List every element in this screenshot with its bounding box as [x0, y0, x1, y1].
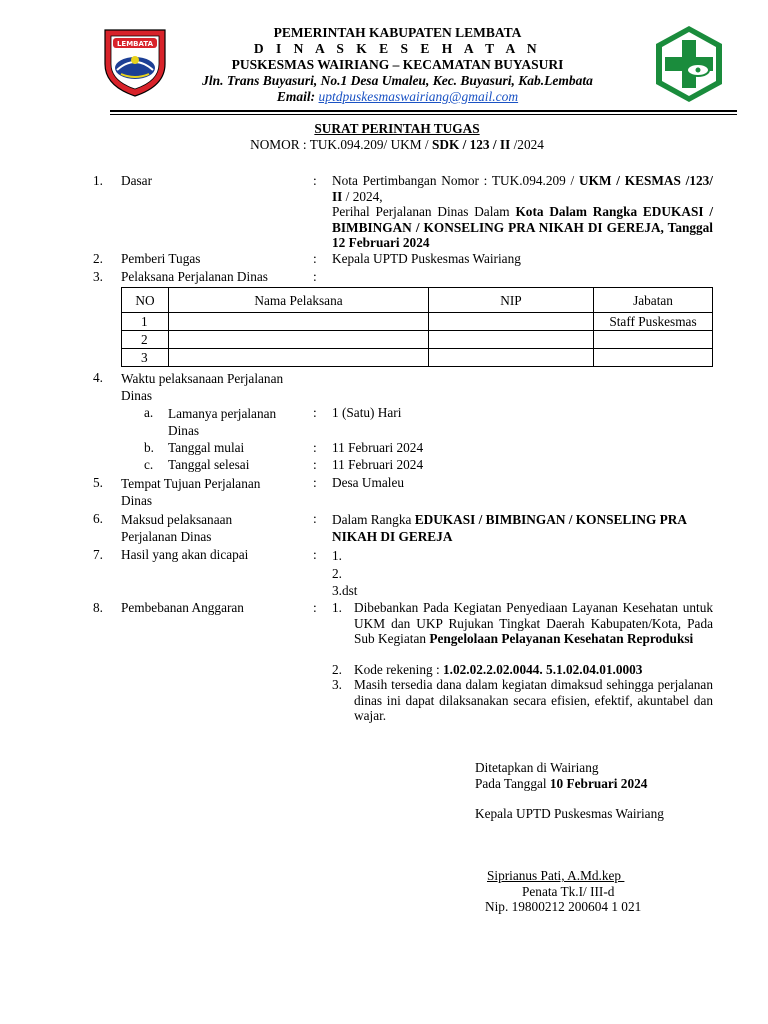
item-4-number: 4. — [93, 370, 103, 385]
table-cell-no: 1 — [122, 313, 169, 331]
table-header-no: NO — [122, 288, 169, 313]
letterhead-government: PEMERINTAH KABUPATEN LEMBATA — [273, 25, 522, 40]
item-1-basis-a: Nota Pertimbangan Nomor : TUK.094.209 / UKM / KESMAS /123/ II / 2024, — [332, 173, 713, 204]
item-4a-label: Lamanya perjalanan Dinas — [168, 406, 277, 438]
result-line: 2. — [332, 565, 342, 581]
email-label: Email: — [276, 89, 316, 104]
item-4a-letter: a. — [144, 405, 154, 420]
item-1-label: Dasar — [121, 173, 153, 188]
item-5-number: 5. — [93, 475, 103, 490]
item-2-colon: : — [313, 251, 317, 266]
table-header-position: Jabatan — [594, 288, 713, 313]
item-5-value: Desa Umaleu — [332, 475, 404, 490]
letterhead-email-line — [140, 89, 655, 105]
table-header-nip: NIP — [429, 288, 594, 313]
letterhead-agency: D I N A S K E S E H A T A N — [253, 41, 542, 56]
table-header-row — [122, 288, 713, 313]
signature-place: Ditetapkan di Wairiang — [475, 760, 599, 775]
item-3-number: 3. — [93, 269, 103, 284]
table-cell-position — [594, 349, 713, 367]
budget-point-2-number: 2. — [332, 662, 342, 677]
table-cell-name — [169, 313, 429, 331]
result-line: 1. — [332, 548, 342, 563]
item-2-number: 2. — [93, 251, 103, 266]
document-number: NOMOR : TUK.094.209/ UKM / SDK / 123 / II /2024 — [250, 137, 544, 152]
item-6-value: Dalam Rangka EDUKASI / BIMBINGAN / KONSELING PRA NIKAH DI GEREJA — [332, 512, 687, 544]
document-title-block — [0, 121, 768, 153]
email-link[interactable]: uptdpuskesmaswairiang@gmail.com — [318, 89, 519, 104]
item-1-number: 1. — [93, 173, 103, 188]
item-4c-letter: c. — [144, 457, 154, 472]
table-cell-position: Staff Puskesmas — [594, 313, 713, 331]
letterhead-address: Jln. Trans Buyasuri, No.1 Desa Umaleu, Kec. Buyasuri, Kab.Lembata — [202, 73, 593, 88]
table-cell-nip — [429, 313, 594, 331]
table-cell-position — [594, 331, 713, 349]
item-4b-letter: b. — [144, 440, 154, 455]
budget-point-3-number: 3. — [332, 677, 342, 692]
item-8-number: 8. — [93, 600, 103, 615]
signature-name: Siprianus Pati, A.Md.kep — [487, 868, 625, 883]
table-row — [122, 331, 713, 349]
budget-point-1-number: 1. — [332, 600, 342, 615]
item-7-results — [332, 547, 358, 600]
item-8-label: Pembebanan Anggaran — [121, 600, 244, 615]
item-6-colon: : — [313, 511, 317, 526]
item-3-colon: : — [313, 269, 317, 284]
table-cell-nip — [429, 331, 594, 349]
item-1-value — [332, 173, 713, 251]
signature-date: Pada Tanggal 10 Februari 2024 — [475, 776, 648, 791]
table-row — [122, 313, 713, 331]
table-cell-no: 2 — [122, 331, 169, 349]
item-4c-value: 11 Februari 2024 — [332, 457, 424, 472]
table-header-name: Nama Pelaksana — [169, 288, 429, 313]
item-4b-value: 11 Februari 2024 — [332, 440, 424, 455]
letterhead — [140, 25, 655, 105]
header-rule-thick — [110, 110, 737, 112]
table-row — [122, 349, 713, 367]
signature-rank: Penata Tk.I/ III-d — [522, 884, 615, 899]
item-4c-label: Tanggal selesai — [168, 457, 250, 472]
header-rule-thin — [110, 114, 737, 115]
result-line: 3.dst — [332, 583, 358, 598]
budget-point-2-text: Kode rekening : 1.02.02.2.02.0044. 5.1.02.04.01.0003 — [354, 662, 643, 677]
item-6-label: Maksud pelaksanaan Perjalanan Dinas — [121, 512, 233, 544]
svg-text:LEMBATA: LEMBATA — [116, 40, 154, 48]
item-2-label: Pemberi Tugas — [121, 251, 201, 266]
item-8-colon: : — [313, 600, 317, 615]
table-cell-name — [169, 331, 429, 349]
item-4a-colon: : — [313, 405, 317, 420]
item-4b-colon: : — [313, 440, 317, 455]
letterhead-puskesmas: PUSKESMAS WAIRIANG – KECAMATAN BUYASURI — [231, 57, 564, 72]
puskesmas-logo — [650, 24, 728, 104]
signature-nip: Nip. 19800212 200604 1 021 — [485, 899, 642, 914]
table-cell-no: 3 — [122, 349, 169, 367]
item-7-label: Hasil yang akan dicapai — [121, 547, 249, 562]
table-cell-nip — [429, 349, 594, 367]
signature-position: Kepala UPTD Puskesmas Wairiang — [475, 806, 664, 821]
item-1-basis-b: Perihal Perjalanan Dinas Dalam Kota Dalam Rangka EDUKASI / BIMBINGAN / KONSELING PRA NIKAH DI GEREJA, Tanggal 12 Februari 2024 — [332, 204, 714, 250]
item-7-colon: : — [313, 547, 317, 562]
item-3-label: Pelaksana Perjalanan Dinas — [121, 269, 268, 284]
item-4c-colon: : — [313, 457, 317, 472]
item-4a-value: 1 (Satu) Hari — [332, 405, 402, 420]
item-4-label: Waktu pelaksanaan Perjalanan Dinas — [121, 371, 284, 403]
table-cell-name — [169, 349, 429, 367]
item-1-colon: : — [313, 173, 317, 188]
item-6-number: 6. — [93, 511, 103, 526]
executor-table — [121, 287, 713, 367]
document-title: SURAT PERINTAH TUGAS — [314, 121, 480, 136]
budget-point-3-text: Masih tersedia dana dalam kegiatan dimaksud sehingga perjalanan dinas ini dapat dilaksanakan secara efisien, efektif, akuntabel dan wajar. — [354, 677, 713, 723]
item-7-number: 7. — [93, 547, 103, 562]
budget-point-1-text: Dibebankan Pada Kegiatan Penyediaan Layanan Kesehatan untuk UKM dan UKP Rujukan Tingkat Daerah Kabupaten/Kota, Pada Sub Kegiatan Pengelolaan Pelayanan Kesehatan Reproduksi — [354, 600, 713, 646]
item-5-label: Tempat Tujuan Perjalanan Dinas — [121, 476, 261, 508]
item-2-value: Kepala UPTD Puskesmas Wairiang — [332, 251, 521, 266]
item-4b-label: Tanggal mulai — [168, 440, 245, 455]
item-5-colon: : — [313, 475, 317, 490]
